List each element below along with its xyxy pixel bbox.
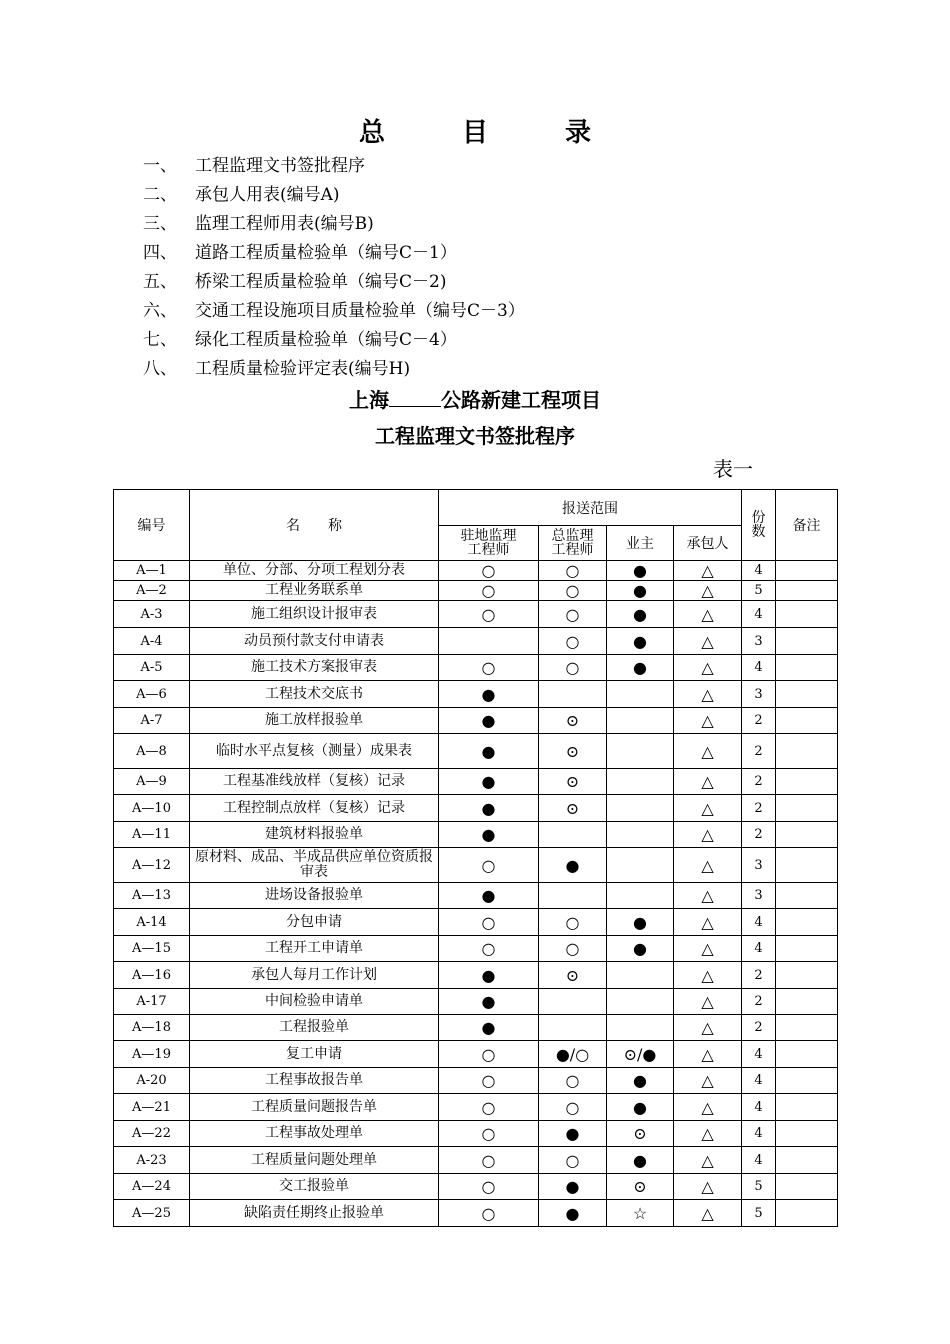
cell-name: 分包申请	[190, 909, 439, 936]
cell-code: A—24	[114, 1174, 190, 1200]
cell-resident-engineer: ○	[439, 581, 539, 601]
cell-code: A-3	[114, 601, 190, 628]
cell-remarks	[776, 1041, 838, 1068]
cell-name: 工程基准线放样（复核）记录	[190, 769, 439, 795]
cell-owner: ●	[607, 655, 674, 681]
cell-owner	[607, 848, 674, 883]
cell-remarks	[776, 1147, 838, 1174]
cell-copies: 2	[742, 1015, 776, 1041]
cell-remarks	[776, 601, 838, 628]
cell-copies: 4	[742, 936, 776, 962]
header-chief-engineer	[539, 526, 607, 561]
header-scope: 报送范围	[439, 490, 742, 526]
cell-code: A-20	[114, 1068, 190, 1094]
cell-name: 工程事故处理单	[190, 1121, 439, 1147]
header-resident-line1: 驻地监理	[460, 528, 517, 544]
cell-contractor: △	[674, 1147, 742, 1174]
section-heading: 工程监理文书签批程序	[375, 424, 575, 448]
cell-name: 工程开工申请单	[190, 936, 439, 962]
project-heading	[0, 384, 950, 413]
cell-copies: 3	[742, 883, 776, 909]
cell-code: A-4	[114, 628, 190, 655]
cell-contractor: △	[674, 962, 742, 989]
cell-owner: ●	[607, 936, 674, 962]
cell-remarks	[776, 581, 838, 601]
cell-chief-engineer: ○	[539, 655, 607, 681]
cell-resident-engineer: ●	[439, 681, 539, 708]
toc-item-text: 桥梁工程质量检验单（编号C－2)	[195, 272, 447, 292]
cell-resident-engineer: ○	[439, 601, 539, 628]
cell-resident-engineer: ●	[439, 734, 539, 769]
approval-procedure-table	[113, 489, 838, 1227]
cell-chief-engineer	[539, 883, 607, 909]
table-row	[114, 1121, 838, 1147]
cell-chief-engineer: ●/○	[539, 1041, 607, 1068]
cell-chief-engineer	[539, 1015, 607, 1041]
cell-code: A-7	[114, 708, 190, 734]
cell-owner	[607, 681, 674, 708]
cell-copies: 2	[742, 734, 776, 769]
cell-owner	[607, 708, 674, 734]
cell-code: A—18	[114, 1015, 190, 1041]
cell-contractor: △	[674, 989, 742, 1015]
header-owner: 业主	[607, 526, 674, 561]
cell-copies: 4	[742, 655, 776, 681]
toc-item-text: 交通工程设施项目质量检验单（编号C－3）	[195, 301, 525, 321]
cell-owner	[607, 769, 674, 795]
cell-copies: 4	[742, 1068, 776, 1094]
cell-contractor: △	[674, 655, 742, 681]
table-row	[114, 1041, 838, 1068]
table-row	[114, 655, 838, 681]
cell-contractor: △	[674, 822, 742, 848]
table-row	[114, 962, 838, 989]
cell-remarks	[776, 734, 838, 769]
table-row	[114, 936, 838, 962]
cell-code: A-17	[114, 989, 190, 1015]
header-copies-line2: 数	[751, 524, 766, 540]
cell-chief-engineer: ○	[539, 909, 607, 936]
cell-copies: 5	[742, 581, 776, 601]
cell-chief-engineer: ○	[539, 628, 607, 655]
cell-name: 工程事故报告单	[190, 1068, 439, 1094]
cell-resident-engineer: ●	[439, 962, 539, 989]
header-chief-line2: 工程师	[551, 542, 594, 558]
cell-copies: 4	[742, 909, 776, 936]
cell-resident-engineer: ○	[439, 848, 539, 883]
cell-contractor: △	[674, 1174, 742, 1200]
cell-code: A—25	[114, 1200, 190, 1227]
cell-owner: ⊙/●	[607, 1041, 674, 1068]
cell-name: 工程业务联系单	[190, 581, 439, 601]
cell-copies: 5	[742, 1200, 776, 1227]
cell-contractor: △	[674, 883, 742, 909]
cell-copies: 3	[742, 848, 776, 883]
cell-remarks	[776, 1121, 838, 1147]
table-row	[114, 601, 838, 628]
cell-chief-engineer: ○	[539, 1068, 607, 1094]
cell-contractor: △	[674, 681, 742, 708]
cell-owner: ●	[607, 1068, 674, 1094]
toc-item-number: 六、	[143, 301, 177, 321]
toc-item-text: 工程质量检验评定表(编号H)	[195, 359, 411, 379]
cell-name: 工程报验单	[190, 1015, 439, 1041]
header-copies-line1: 份	[751, 510, 766, 526]
cell-remarks	[776, 795, 838, 822]
cell-remarks	[776, 936, 838, 962]
cell-code: A—12	[114, 848, 190, 883]
cell-name: 中间检验申请单	[190, 989, 439, 1015]
cell-remarks	[776, 883, 838, 909]
toc-item	[143, 210, 525, 239]
table-row	[114, 909, 838, 936]
header-copies	[742, 490, 776, 561]
cell-owner: ●	[607, 909, 674, 936]
cell-code: A-5	[114, 655, 190, 681]
cell-remarks	[776, 822, 838, 848]
cell-copies: 5	[742, 1174, 776, 1200]
cell-copies: 2	[742, 795, 776, 822]
cell-owner	[607, 734, 674, 769]
cell-name: 施工放样报验单	[190, 708, 439, 734]
cell-owner: ☆	[607, 1200, 674, 1227]
cell-owner	[607, 822, 674, 848]
cell-resident-engineer: ○	[439, 561, 539, 581]
cell-remarks	[776, 1068, 838, 1094]
cell-resident-engineer: ●	[439, 708, 539, 734]
cell-chief-engineer	[539, 822, 607, 848]
cell-name: 施工技术方案报审表	[190, 655, 439, 681]
toc-item	[143, 326, 525, 355]
cell-contractor: △	[674, 1121, 742, 1147]
cell-code: A—19	[114, 1041, 190, 1068]
header-remarks: 备注	[776, 490, 838, 561]
cell-code: A—11	[114, 822, 190, 848]
cell-chief-engineer: ●	[539, 1200, 607, 1227]
cell-contractor: △	[674, 1015, 742, 1041]
cell-resident-engineer: ○	[439, 1147, 539, 1174]
cell-remarks	[776, 769, 838, 795]
table-row	[114, 1015, 838, 1041]
cell-owner: ●	[607, 1094, 674, 1121]
cell-remarks	[776, 681, 838, 708]
cell-name: 复工申请	[190, 1041, 439, 1068]
cell-code: A-23	[114, 1147, 190, 1174]
cell-code: A—8	[114, 734, 190, 769]
cell-owner	[607, 795, 674, 822]
cell-copies: 2	[742, 822, 776, 848]
cell-owner	[607, 1015, 674, 1041]
cell-owner: ●	[607, 1147, 674, 1174]
cell-remarks	[776, 708, 838, 734]
cell-owner: ⊙	[607, 1174, 674, 1200]
table-row	[114, 1068, 838, 1094]
cell-chief-engineer	[539, 989, 607, 1015]
cell-copies: 4	[742, 1041, 776, 1068]
table-row	[114, 769, 838, 795]
cell-resident-engineer: ○	[439, 1094, 539, 1121]
table-row	[114, 581, 838, 601]
project-heading-prefix: 上海	[349, 388, 389, 412]
cell-name: 动员预付款支付申请表	[190, 628, 439, 655]
cell-resident-engineer: ○	[439, 936, 539, 962]
cell-chief-engineer	[539, 681, 607, 708]
cell-name: 进场设备报验单	[190, 883, 439, 909]
cell-resident-engineer: ○	[439, 1174, 539, 1200]
cell-contractor: △	[674, 769, 742, 795]
cell-resident-engineer: ○	[439, 1041, 539, 1068]
table-row	[114, 795, 838, 822]
toc-item-text: 绿化工程质量检验单（编号C－4）	[195, 330, 457, 350]
header-contractor: 承包人	[674, 526, 742, 561]
toc-item-number: 七、	[143, 330, 177, 350]
cell-name: 缺陷责任期终止报验单	[190, 1200, 439, 1227]
table-row	[114, 989, 838, 1015]
cell-chief-engineer: ⊙	[539, 962, 607, 989]
cell-remarks	[776, 1094, 838, 1121]
cell-name: 单位、分部、分项工程划分表	[190, 561, 439, 581]
cell-owner: ●	[607, 561, 674, 581]
toc-item-text: 监理工程师用表(编号B)	[195, 214, 374, 234]
header-code: 编号	[114, 490, 190, 561]
cell-copies: 2	[742, 962, 776, 989]
header-chief-line1: 总监理	[551, 528, 594, 544]
cell-resident-engineer: ○	[439, 1121, 539, 1147]
cell-code: A—22	[114, 1121, 190, 1147]
cell-copies: 3	[742, 681, 776, 708]
cell-resident-engineer: ○	[439, 1068, 539, 1094]
cell-chief-engineer: ○	[539, 561, 607, 581]
cell-owner	[607, 962, 674, 989]
cell-chief-engineer: ○	[539, 1094, 607, 1121]
cell-chief-engineer: ⊙	[539, 769, 607, 795]
table-row	[114, 628, 838, 655]
cell-contractor: △	[674, 848, 742, 883]
cell-code: A—15	[114, 936, 190, 962]
toc-item-text: 承包人用表(编号A)	[195, 185, 340, 205]
cell-copies: 3	[742, 628, 776, 655]
cell-copies: 4	[742, 601, 776, 628]
table-row	[114, 1094, 838, 1121]
cell-owner: ●	[607, 628, 674, 655]
cell-chief-engineer: ⊙	[539, 734, 607, 769]
cell-chief-engineer: ●	[539, 1121, 607, 1147]
cell-contractor: △	[674, 1094, 742, 1121]
cell-resident-engineer: ●	[439, 1015, 539, 1041]
cell-contractor: △	[674, 1200, 742, 1227]
header-name: 名 称	[190, 490, 439, 561]
cell-owner	[607, 989, 674, 1015]
cell-name: 交工报验单	[190, 1174, 439, 1200]
cell-code: A—10	[114, 795, 190, 822]
cell-remarks	[776, 909, 838, 936]
cell-resident-engineer: ●	[439, 769, 539, 795]
table-row	[114, 734, 838, 769]
cell-owner: ●	[607, 601, 674, 628]
table-number: 表一	[713, 457, 753, 481]
cell-owner	[607, 883, 674, 909]
cell-contractor: △	[674, 581, 742, 601]
cell-code: A—9	[114, 769, 190, 795]
project-name-blank	[389, 388, 441, 407]
cell-remarks	[776, 962, 838, 989]
cell-chief-engineer: ⊙	[539, 708, 607, 734]
cell-contractor: △	[674, 936, 742, 962]
cell-copies: 4	[742, 1147, 776, 1174]
cell-contractor: △	[674, 909, 742, 936]
cell-remarks	[776, 655, 838, 681]
toc-item-text: 工程监理文书签批程序	[195, 156, 365, 176]
cell-contractor: △	[674, 561, 742, 581]
cell-owner: ⊙	[607, 1121, 674, 1147]
toc-item-number: 一、	[143, 156, 177, 176]
cell-owner: ●	[607, 581, 674, 601]
table-row	[114, 1147, 838, 1174]
cell-code: A—16	[114, 962, 190, 989]
table-of-contents	[143, 152, 525, 384]
cell-contractor: △	[674, 708, 742, 734]
table-row	[114, 848, 838, 883]
cell-resident-engineer: ●	[439, 822, 539, 848]
cell-remarks	[776, 1200, 838, 1227]
cell-contractor: △	[674, 1041, 742, 1068]
toc-item-number: 三、	[143, 214, 177, 234]
cell-contractor: △	[674, 628, 742, 655]
cell-copies: 4	[742, 1094, 776, 1121]
cell-resident-engineer: ●	[439, 795, 539, 822]
table-row	[114, 681, 838, 708]
cell-chief-engineer: ⊙	[539, 795, 607, 822]
cell-code: A—6	[114, 681, 190, 708]
header-resident-engineer	[439, 526, 539, 561]
cell-copies: 2	[742, 708, 776, 734]
cell-resident-engineer: ●	[439, 883, 539, 909]
cell-code: A—1	[114, 561, 190, 581]
cell-remarks	[776, 1015, 838, 1041]
toc-item-text: 道路工程质量检验单（编号C－1）	[195, 243, 457, 263]
cell-code: A-14	[114, 909, 190, 936]
cell-remarks	[776, 1174, 838, 1200]
toc-item	[143, 268, 525, 297]
cell-name: 承包人每月工作计划	[190, 962, 439, 989]
cell-chief-engineer: ●	[539, 848, 607, 883]
toc-item	[143, 181, 525, 210]
cell-name: 建筑材料报验单	[190, 822, 439, 848]
table-row	[114, 1200, 838, 1227]
toc-item	[143, 355, 525, 384]
cell-remarks	[776, 989, 838, 1015]
table-row	[114, 822, 838, 848]
cell-remarks	[776, 848, 838, 883]
cell-copies: 4	[742, 561, 776, 581]
cell-name: 工程技术交底书	[190, 681, 439, 708]
cell-copies: 2	[742, 769, 776, 795]
project-heading-suffix: 公路新建工程项目	[441, 388, 601, 412]
cell-name: 工程质量问题处理单	[190, 1147, 439, 1174]
cell-name: 临时水平点复核（测量）成果表	[190, 734, 439, 769]
toc-item-number: 四、	[143, 243, 177, 263]
cell-resident-engineer	[439, 628, 539, 655]
cell-code: A—21	[114, 1094, 190, 1121]
cell-resident-engineer: ○	[439, 655, 539, 681]
header-resident-line2: 工程师	[467, 542, 510, 558]
cell-code: A—13	[114, 883, 190, 909]
table-row	[114, 883, 838, 909]
cell-resident-engineer: ○	[439, 909, 539, 936]
table-row	[114, 708, 838, 734]
cell-code: A—2	[114, 581, 190, 601]
cell-copies: 4	[742, 1121, 776, 1147]
cell-resident-engineer: ●	[439, 989, 539, 1015]
cell-resident-engineer: ○	[439, 1200, 539, 1227]
cell-remarks	[776, 628, 838, 655]
page-title: 总 目 录	[358, 118, 626, 148]
cell-chief-engineer: ●	[539, 1174, 607, 1200]
toc-item-number: 二、	[143, 185, 177, 205]
cell-chief-engineer: ○	[539, 601, 607, 628]
cell-chief-engineer: ○	[539, 936, 607, 962]
table-header-row	[114, 490, 838, 526]
toc-item	[143, 297, 525, 326]
cell-contractor: △	[674, 601, 742, 628]
cell-contractor: △	[674, 734, 742, 769]
cell-chief-engineer: ○	[539, 1147, 607, 1174]
cell-copies: 2	[742, 989, 776, 1015]
toc-item	[143, 152, 525, 181]
table-row	[114, 1174, 838, 1200]
toc-item-number: 五、	[143, 272, 177, 292]
cell-name: 工程控制点放样（复核）记录	[190, 795, 439, 822]
cell-name: 原材料、成品、半成品供应单位资质报审表	[190, 848, 439, 883]
toc-item	[143, 239, 525, 268]
toc-item-number: 八、	[143, 359, 177, 379]
cell-contractor: △	[674, 795, 742, 822]
cell-contractor: △	[674, 1068, 742, 1094]
table-row	[114, 561, 838, 581]
cell-name: 工程质量问题报告单	[190, 1094, 439, 1121]
cell-name: 施工组织设计报审表	[190, 601, 439, 628]
cell-chief-engineer: ○	[539, 581, 607, 601]
cell-remarks	[776, 561, 838, 581]
